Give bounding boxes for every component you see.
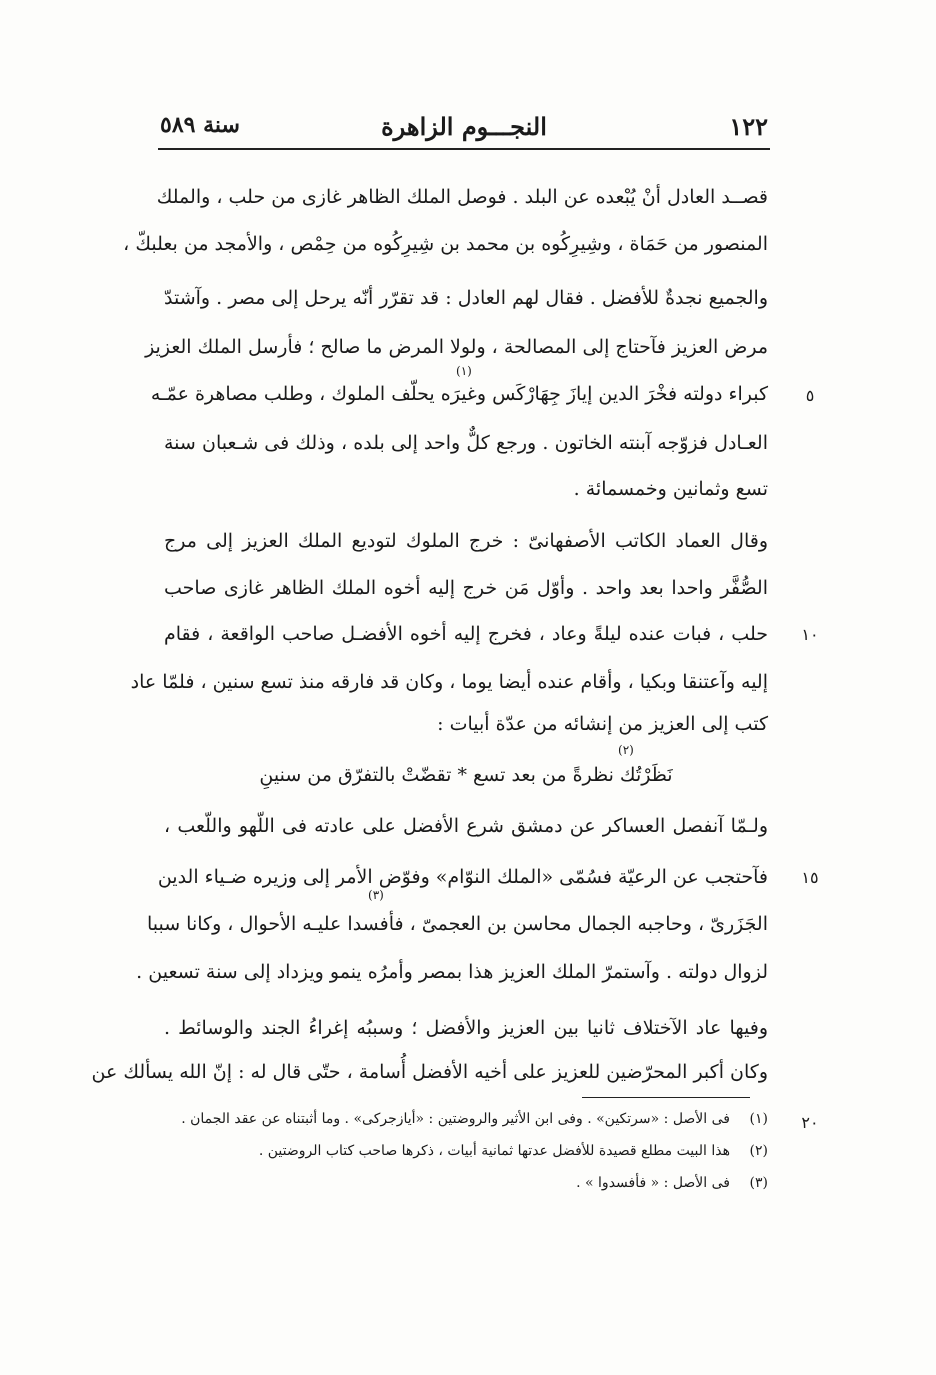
footnote-number: (٢) [749, 1143, 768, 1159]
text-line: والجميع نجدةٌ للأفضل . فقال لهم العادل : قد تقرّر أنّه يرحل إلى مصر . وآشتدّ [164, 287, 768, 309]
text-line: قصــد العادل أنْ يُبْعده عن البلد . فوصل الملك الظاهر غازى من حلب ، والملك [156, 186, 768, 208]
text-line: تسع وثمانين وخمسمائة . [573, 478, 768, 500]
text-line: وقال العماد الكاتب الأصفهانىّ : خرج الملوك لتوديع الملك العزيز إلى مرج [164, 530, 768, 552]
footnote-number: (٣) [749, 1175, 768, 1191]
verse-line: نَظَرْتُك نظرةً من بعد تسع * تقضّتْ بالتفرّق من سنينِ [259, 764, 673, 786]
footnote-rule [582, 1097, 750, 1098]
footnote: هذا البيت مطلع قصيدة للأفضل عدتها ثمانية أبيات ، ذكرها صاحب كتاب الروضتين . [258, 1143, 730, 1159]
line-number-marker: ٢٠ [801, 1113, 819, 1132]
text-line: العـادل فزوّجه آبنته الخاتون . ورجع كلٌّ واحد إلى بلده ، وذلك فى شـعبان سنة [164, 432, 768, 454]
footnote-marker: (٣) [368, 888, 384, 902]
line-number-marker: ٥ [805, 386, 815, 405]
text-line: ولـمّا آنفصل العساكر عن دمشق شرع الأفضل على عادته فى اللّهو واللّعب ، [164, 815, 768, 837]
footnote-marker: (١) [456, 364, 472, 378]
text-line: فآحتجب عن الرعيّة فسُمّى «الملك النوّام» وفوّض الأمر إلى وزيره ضـياء الدين [157, 866, 768, 888]
text-line: المنصور من حَمَاة ، وشِيرِكُوه بن محمد بن شِيرِكُوه من حِمْص ، والأمجد من بعلبكّ ، [123, 233, 768, 255]
text-line: وفيها عاد الآختلاف ثانيا بين العزيز والأفضل ؛ وسببُه إغراءُ الجند والوسائط . [164, 1017, 768, 1039]
footnote: فى الأصل : «سرتكين» . وفى ابن الأثير والروضتين : «أيازجركى» . وما أثبتناه عن عقد الجمان . [181, 1111, 730, 1127]
text-line: وكان أكبر المحرّضين للعزيز على أخيه الأفضل أُسامة ، حتّى قال له : إنّ الله يسألك عن [91, 1061, 768, 1083]
text-line: كبراء دولته فخْرَ الدين إيازَ جِهَارْكَس وغيرَه يحلّف الملوك ، وطلب مصاهرة عمّـه [150, 383, 768, 405]
year-label: سنة ٥٨٩ [160, 112, 240, 138]
line-number-marker: ١٥ [801, 868, 819, 887]
page-header [160, 112, 768, 148]
text-line: مرض العزيز فآحتاج إلى المصالحة ، ولولا المرض ما صالح ؛ فأرسل الملك العزيز [145, 336, 768, 358]
footnote-marker: (٢) [618, 743, 634, 757]
text-line: الصُّفَّر واحدا بعد واحد . وأوّل مَن خرج إليه أخوه الملك الظاهر غازى صاحب [164, 577, 768, 599]
page-number: ١٢٢ [729, 112, 768, 141]
text-line: كتب إلى العزيز من إنشائه من عدّة أبيات : [437, 713, 768, 735]
footnote: فى الأصل : « فأفسدوا » . [576, 1175, 730, 1191]
text-line: إليه وآعتنقا وبكيا ، وأقام عنده أيضا يوما ، وكان قد فارقه منذ تسع سنين ، فلمّا عاد [130, 671, 768, 693]
header-rule [158, 148, 770, 150]
line-number-marker: ١٠ [801, 625, 819, 644]
text-line: حلب ، فبات عنده ليلةً وعاد ، فخرج إليه أخوه الأفضـل صاحب الواقعة ، فقام [164, 623, 768, 645]
running-title: النجـــوم الزاهرة [381, 112, 547, 141]
text-line: الجَزَرىّ ، وحاجبه الجمال محاسن بن العجمىّ ، فأفسدا عليـه الأحوال ، وكانا سببا [146, 913, 768, 935]
footnote-number: (١) [749, 1111, 768, 1127]
text-line: لزوال دولته . وآستمرّ الملك العزيز هذا بمصر وأمرُه ينمو ويزداد إلى سنة تسعين . [136, 961, 768, 983]
